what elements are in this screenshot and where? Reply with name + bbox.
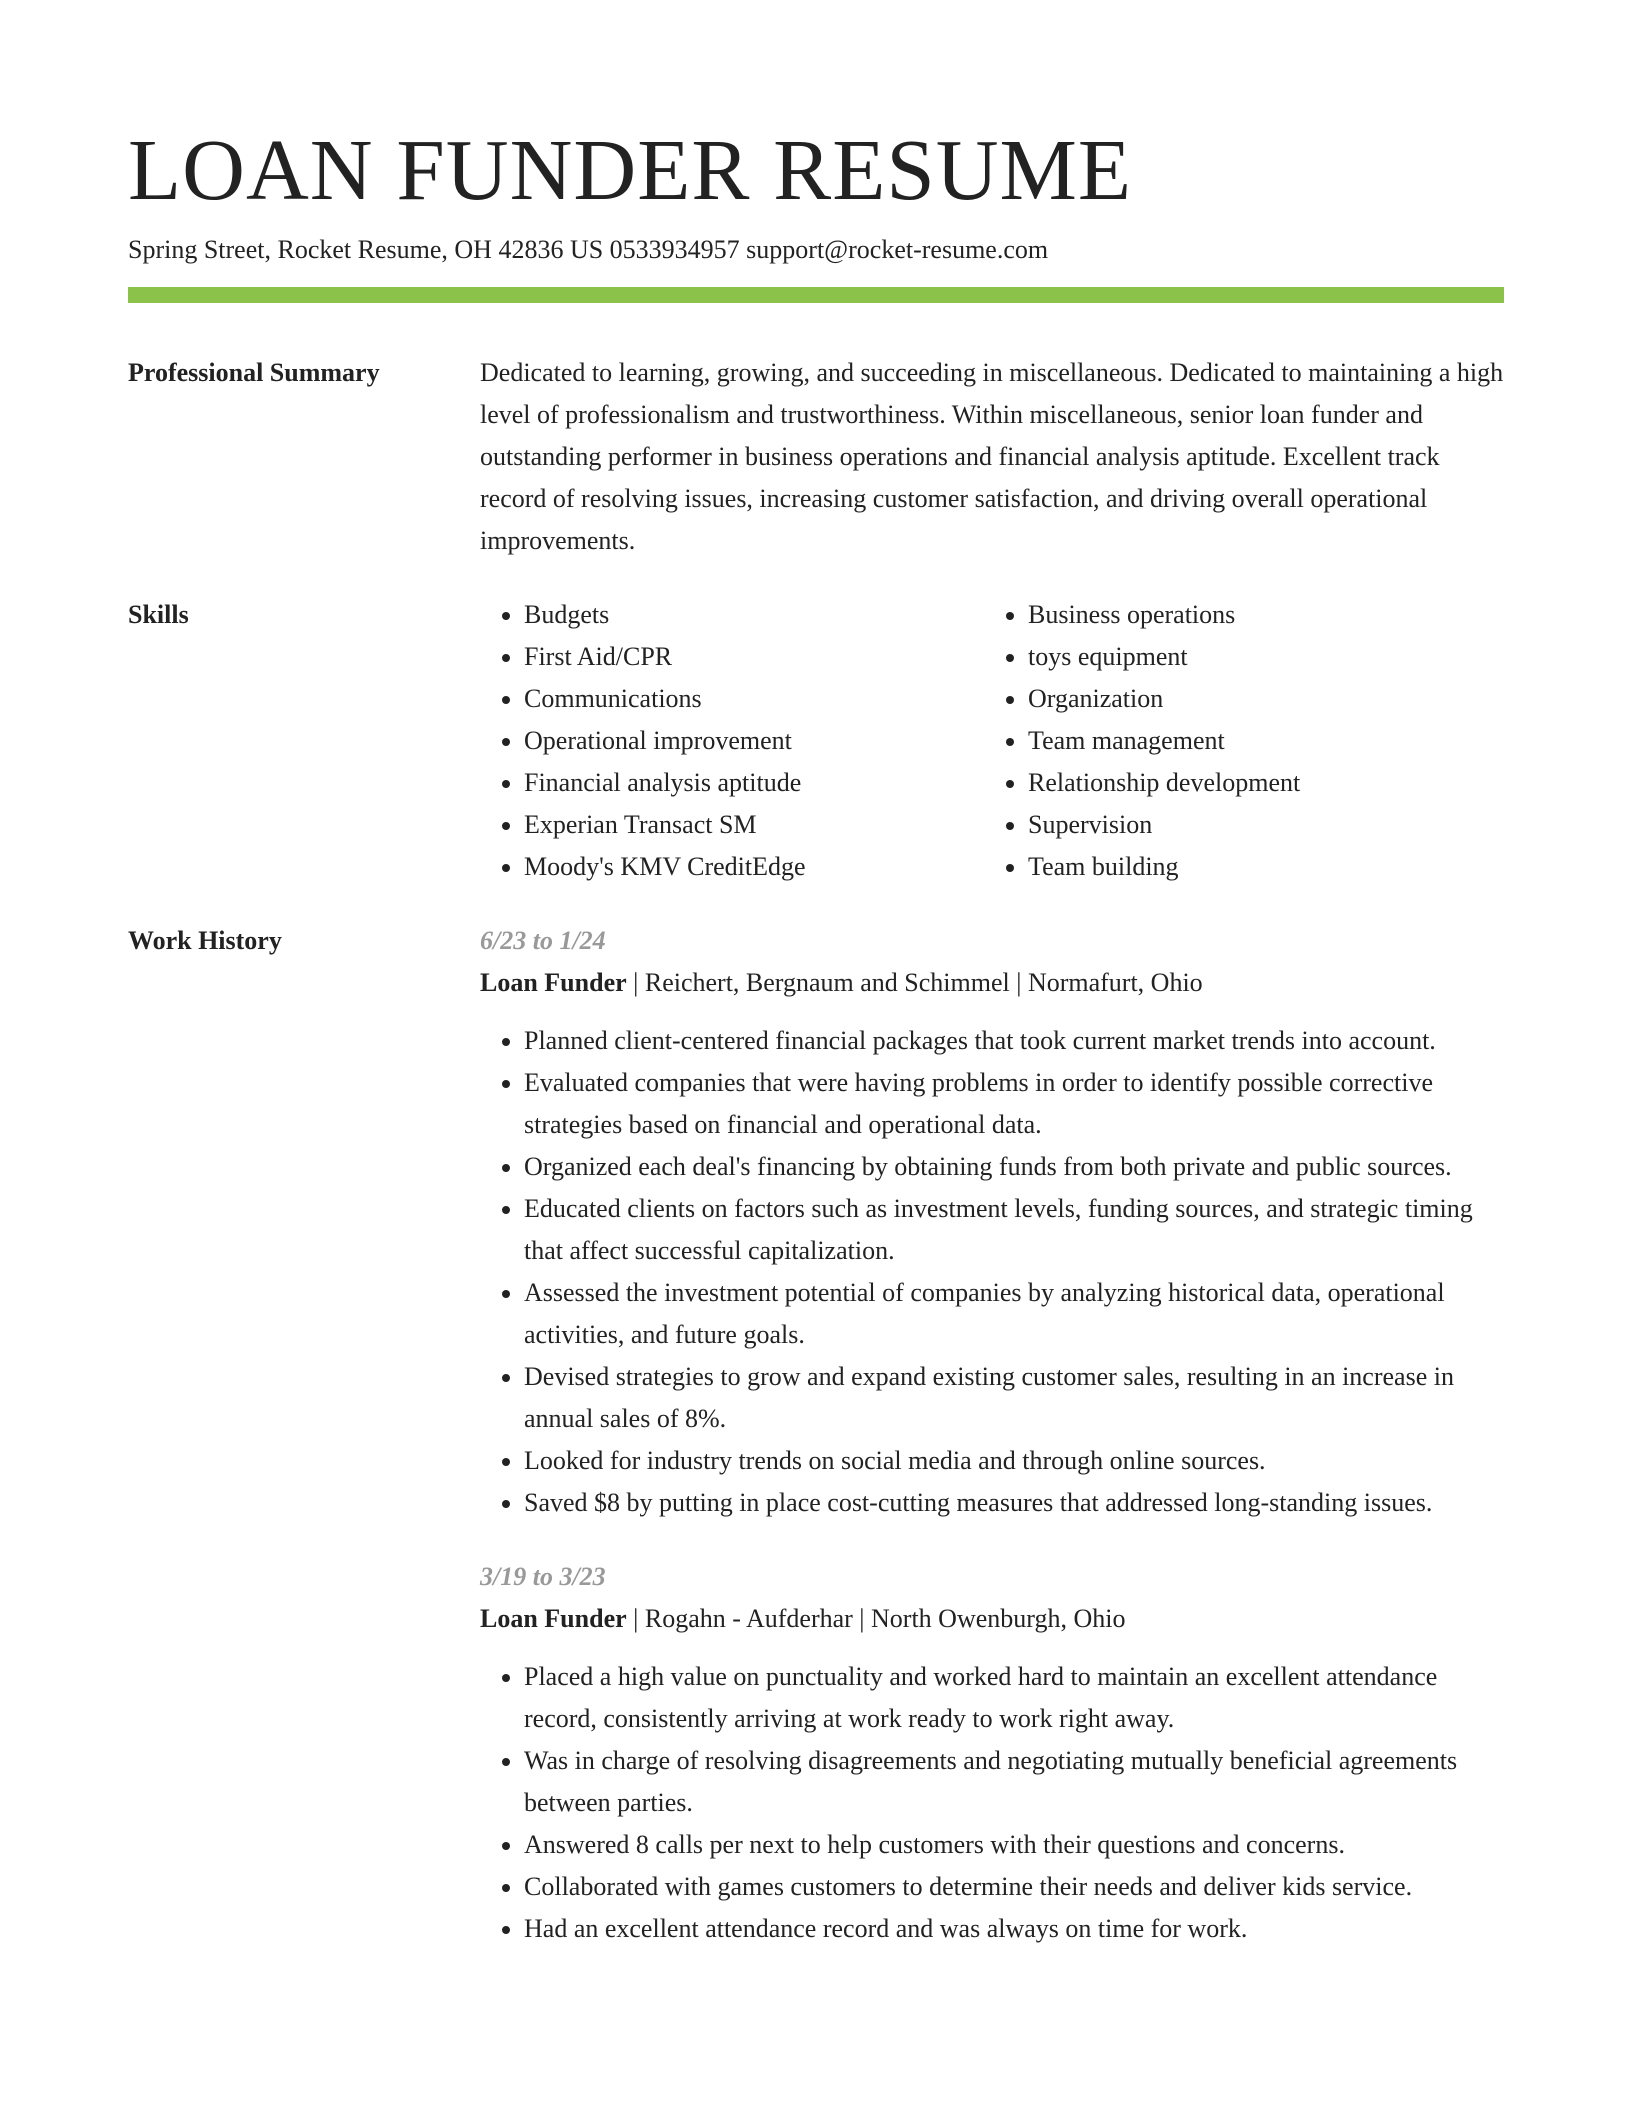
job-entry bbox=[480, 920, 1504, 1524]
skills-list-left bbox=[480, 594, 984, 888]
skills-section bbox=[128, 594, 1504, 888]
skill-item: • First Aid/CPR bbox=[524, 636, 984, 678]
responsibility-item: • Educated clients on factors such as investment levels, funding sources, and strategic timing that affect successful capitalization. bbox=[524, 1188, 1504, 1272]
job-responsibilities bbox=[480, 1656, 1504, 1950]
header-accent-divider bbox=[128, 287, 1504, 303]
job-role: Loan Funder bbox=[480, 968, 627, 997]
section-label-summary: Professional Summary bbox=[128, 358, 380, 387]
skill-item: • Communications bbox=[524, 678, 984, 720]
summary-text: Dedicated to learning, growing, and succeeding in miscellaneous. Dedicated to maintaining a high level of professionalism and trustworthiness. Within miscellaneous, senior loan funder and outstanding performer in business operations and financial analysis aptitude. Excellent track record of resolving issues, increasing customer satisfaction, and driving overall operational improvements. bbox=[480, 358, 1504, 555]
job-company-location: | Reichert, Bergnaum and Schimmel | Normafurt, Ohio bbox=[626, 968, 1203, 997]
skill-item: • Budgets bbox=[524, 594, 984, 636]
responsibility-item: • Placed a high value on punctuality and worked hard to maintain an excellent attendance record, consistently arriving at work ready to work right away. bbox=[524, 1656, 1504, 1740]
responsibility-item: • Saved $8 by putting in place cost-cutting measures that addressed long-standing issues. bbox=[524, 1482, 1504, 1524]
skill-item: • Operational improvement bbox=[524, 720, 984, 762]
skills-list-right bbox=[984, 594, 1548, 888]
skill-item: • Team management bbox=[1028, 720, 1548, 762]
responsibility-item: • Answered 8 calls per next to help customers with their questions and concerns. bbox=[524, 1824, 1504, 1866]
job-role: Loan Funder bbox=[480, 1604, 627, 1633]
responsibility-item: • Looked for industry trends on social media and through online sources. bbox=[524, 1440, 1504, 1482]
skill-item: • Moody's KMV CreditEdge bbox=[524, 846, 984, 888]
skill-item: • Financial analysis aptitude bbox=[524, 762, 984, 804]
responsibility-item: • Evaluated companies that were having problems in order to identify possible corrective strategies based on financial and operational data. bbox=[524, 1062, 1504, 1146]
responsibility-item: • Assessed the investment potential of companies by analyzing historical data, operational activities, and future goals. bbox=[524, 1272, 1504, 1356]
responsibility-item: • Organized each deal's financing by obtaining funds from both private and public sources. bbox=[524, 1146, 1504, 1188]
resume-title: LOAN FUNDER RESUME bbox=[128, 121, 1133, 218]
responsibility-item: • Had an excellent attendance record and was always on time for work. bbox=[524, 1908, 1504, 1950]
skill-item: • Business operations bbox=[1028, 594, 1548, 636]
work-history-section bbox=[128, 920, 1504, 1950]
skill-item: • Experian Transact SM bbox=[524, 804, 984, 846]
responsibility-item: • Collaborated with games customers to determine their needs and deliver kids service. bbox=[524, 1866, 1504, 1908]
responsibility-item: • Was in charge of resolving disagreements and negotiating mutually beneficial agreements between parties. bbox=[524, 1740, 1504, 1824]
contact-line: Spring Street, Rocket Resume, OH 42836 US 0533934957 support@rocket-resume.com bbox=[128, 235, 1049, 264]
section-label-skills: Skills bbox=[128, 600, 189, 629]
job-dates: 3/19 to 3/23 bbox=[480, 1562, 606, 1591]
skill-item: • Supervision bbox=[1028, 804, 1548, 846]
skill-item: • Team building bbox=[1028, 846, 1548, 888]
job-title-line bbox=[480, 1598, 1504, 1640]
skill-item: • Organization bbox=[1028, 678, 1548, 720]
responsibility-item: • Devised strategies to grow and expand existing customer sales, resulting in an increase in annual sales of 8%. bbox=[524, 1356, 1504, 1440]
responsibility-item: • Planned client-centered financial packages that took current market trends into account. bbox=[524, 1020, 1504, 1062]
section-label-work-history: Work History bbox=[128, 926, 282, 955]
job-company-location: | Rogahn - Aufderhar | North Owenburgh, Ohio bbox=[626, 1604, 1126, 1633]
professional-summary-section bbox=[128, 352, 1504, 562]
job-title-line bbox=[480, 962, 1504, 1004]
skill-item: • toys equipment bbox=[1028, 636, 1548, 678]
skill-item: • Relationship development bbox=[1028, 762, 1548, 804]
job-responsibilities bbox=[480, 1020, 1504, 1524]
job-entry bbox=[480, 1556, 1504, 1950]
resume-page bbox=[128, 0, 1504, 1950]
job-dates: 6/23 to 1/24 bbox=[480, 926, 606, 955]
